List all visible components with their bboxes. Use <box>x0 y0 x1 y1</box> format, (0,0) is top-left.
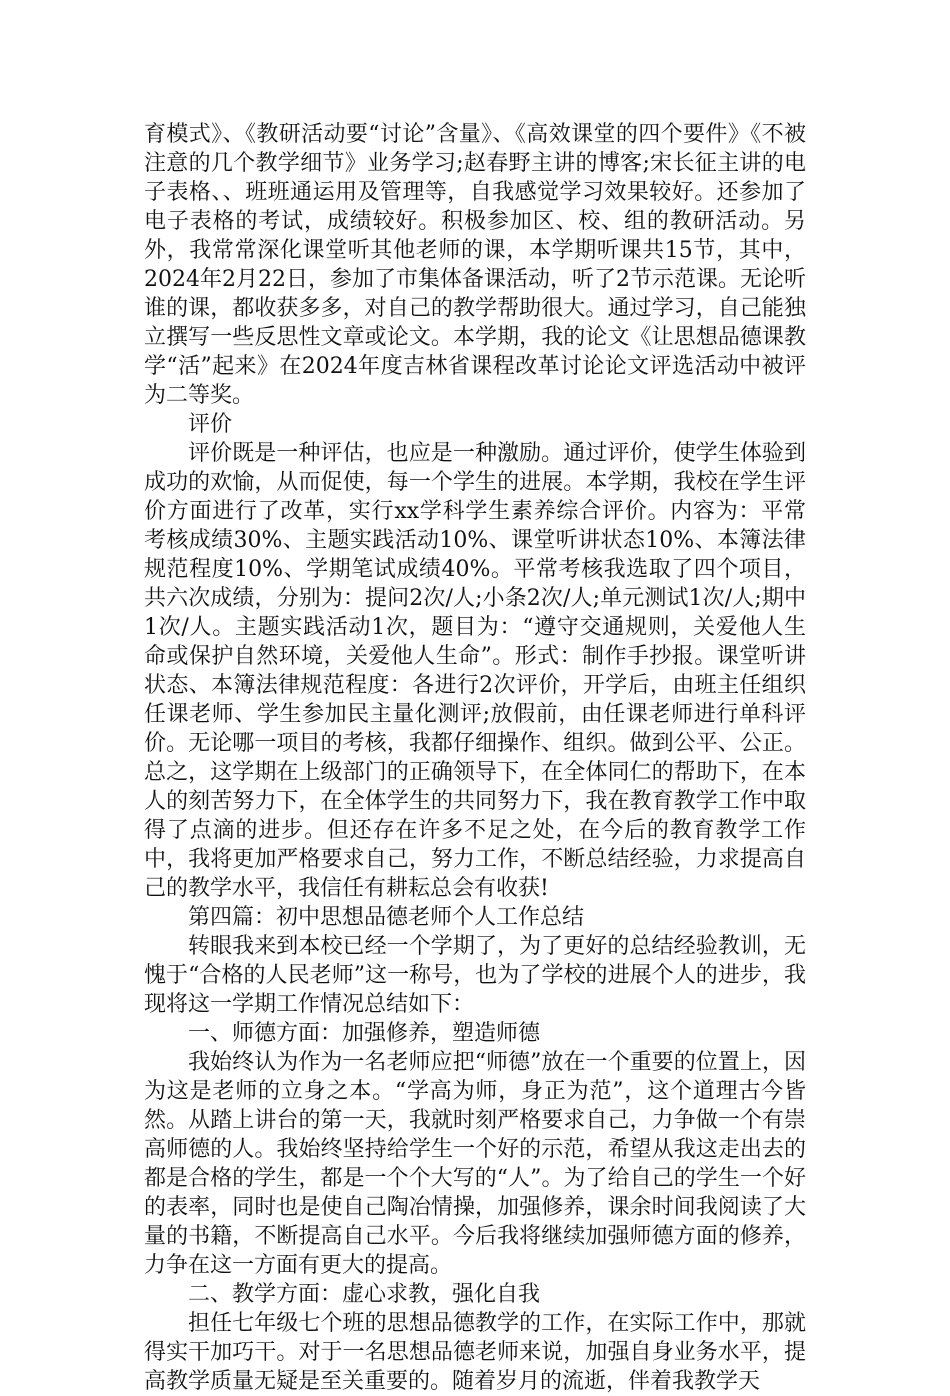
chapter-title: 第四篇：初中思想品德老师个人工作总结 <box>188 905 585 930</box>
section-heading-teaching: 二、教学方面：虚心求教，强化自我 <box>188 1282 541 1307</box>
paragraph-ethics: 我始终认为作为一名老师应把“师德”放在一个重要的位置上，因为这是老师的立身之本。“学高为师，身正为范”，这个道理古今皆然。从踏上讲台的第一天，我就时刻严格要求自己，力争做一个有崇高师德的人。我始终坚持给学生一个好的示范，希望从我这走出去的都是合格的学生，都是一个个大写的“人”。为了给自己的学生一个好的表率，同时也是使自己陶冶情操，加强修养，课余时间我阅读了大量的书籍，不断提高自己水平。今后我将继续加强师德方面的修养，力争在这一方面有更大的提高。 <box>144 1050 806 1278</box>
paragraph-continuation: 育模式》、《教研活动要“讨论”含量》、《高效课堂的四个要件》《不被注意的几个教学细节》业务学习;赵春野主讲的博客;宋长征主讲的电子表格、、班班通运用及管理等，自我感觉学习效果较好。还参加了电子表格的考试，成绩较好。积极参加区、校、组的教研活动。另外，我常常深化课堂听其他老师的课，本学期听课共15节，其中，2024年2月22日，参加了市集体备课活动，听了2节示范课。无论听谁的课，都收获多多，对自己的教学帮助很大。通过学习，自己能独立撰写一些反思性文章或论文。本学期，我的论文《让思想品德课教学“活”起来》在2024年度吉林省课程改革讨论论文评选活动中被评为二等奖。 <box>144 122 806 408</box>
section-heading-ethics: 一、师德方面：加强修养，塑造师德 <box>188 1021 541 1046</box>
paragraph-intro: 转眼我来到本校已经一个学期了，为了更好的总结经验教训，无愧于“合格的人民老师”这一称号，也为了学校的进展个人的进步，我现将这一学期工作情况总结如下： <box>144 934 806 1017</box>
paragraph-evaluation: 评价既是一种评估，也应是一种激励。通过评价，使学生体验到成功的欢愉，从而促使，每一个学生的进展。本学期，我校在学生评价方面进行了改革，实行xx学科学生素养综合评价。内容为：平常考核成绩30%、主题实践活动10%、课堂听讲状态10%、本簿法律规范程度10%、学期笔试成绩40%。平常考核我选取了四个项目，共六次成绩，分别为：提问2次/人;小条2次/人;单元测试1次/人;期中1次/人。主题实践活动1次，题目为：“遵守交通规则，关爱他人生命或保护自然环境，关爱他人生命”。形式：制作手抄报。课堂听讲状态、本簿法律规范程度：各进行2次评价，开学后，由班主任组织任课老师、学生参加民主量化测评;放假前，由任课老师进行单科评价。无论哪一项目的考核，我都仔细操作、组织。做到公平、公正。总之，这学期在上级部门的正确领导下，在全体同仁的帮助下，在本人的刻苦努力下，在全体学生的共同努力下，我在教育教学工作中取得了点滴的进步。但还存在许多不足之处，在今后的教育教学工作中，我将更加严格要求自己，努力工作，不断总结经验，力求提高自己的教学水平，我信任有耕耘总会有收获! <box>144 441 806 901</box>
document-page <box>144 120 806 1396</box>
section-heading-evaluation: 评价 <box>188 412 233 437</box>
paragraph-teaching: 担任七年级七个班的思想品德教学的工作，在实际工作中，那就得实干加巧干。对于一名思想品德老师来说，加强自身业务水平，提高教学质量无疑是至关重要的。随着岁月的流逝，伴着我教学天 <box>144 1311 806 1394</box>
